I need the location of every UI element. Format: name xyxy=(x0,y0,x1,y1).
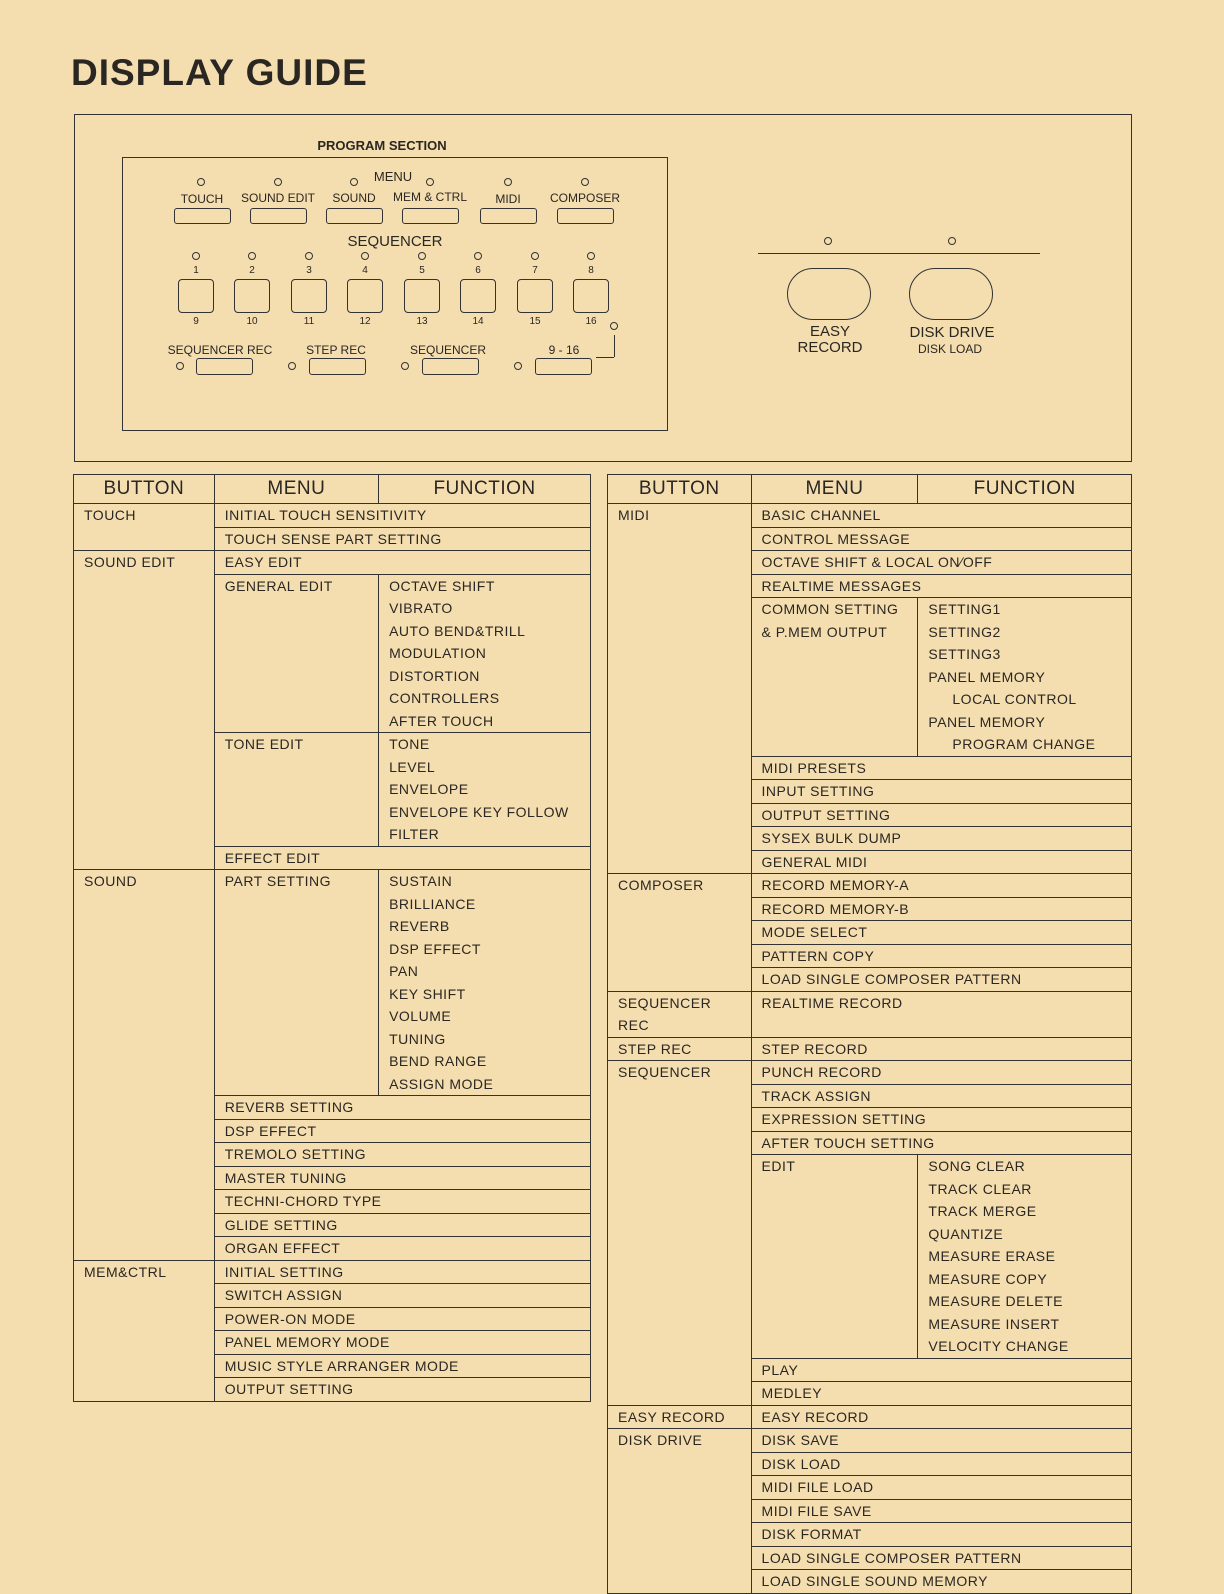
function-item: TRACK CLEAR xyxy=(928,1180,1032,1197)
track-button-2[interactable] xyxy=(234,279,270,313)
control-led xyxy=(514,362,522,370)
function-item: PAN xyxy=(389,963,419,979)
table-row xyxy=(608,1429,1132,1453)
button-cell: COMPOSER xyxy=(608,874,752,992)
track-button-7[interactable] xyxy=(517,279,553,313)
control-button-1[interactable] xyxy=(196,358,253,375)
track-number-top: 3 xyxy=(306,265,312,276)
menu-led xyxy=(274,178,282,186)
function-item: MEASURE INSERT xyxy=(928,1315,1060,1332)
menu-cell: PANEL MEMORY MODE xyxy=(214,1331,590,1355)
function-item: PANEL MEMORY xyxy=(928,668,1046,685)
menu-cell: MEDLEY xyxy=(751,1382,1131,1406)
function-item: SETTING1 xyxy=(928,601,1001,617)
track-number-top: 5 xyxy=(419,265,425,276)
led-indicator xyxy=(610,322,618,330)
divider-line xyxy=(758,253,1040,254)
table-row xyxy=(74,551,591,575)
left-guide-table xyxy=(73,474,591,1402)
table-header-row xyxy=(608,475,1132,504)
easy-record-button[interactable] xyxy=(787,268,871,320)
track-led xyxy=(192,252,200,260)
table-row xyxy=(608,1037,1132,1061)
function-item: OCTAVE SHIFT xyxy=(389,577,495,594)
function-item: BRILLIANCE xyxy=(389,895,476,912)
function-item: BEND RANGE xyxy=(389,1053,487,1069)
function-item: TUNING xyxy=(389,1030,446,1047)
function-item: TRACK MERGE xyxy=(928,1203,1037,1219)
menu-cell: MIDI PRESETS xyxy=(751,756,1131,780)
menu-cell: SYSEX BULK DUMP xyxy=(751,827,1131,851)
function-item: AUTO BEND&TRILL xyxy=(389,622,526,639)
menu-cell: LOAD SINGLE COMPOSER PATTERN xyxy=(751,1546,1131,1570)
function-item: COMMON SETTING xyxy=(761,601,899,617)
header-menu: MENU xyxy=(214,475,378,504)
track-led xyxy=(587,252,595,260)
track-button-4[interactable] xyxy=(347,279,383,313)
menu-label: MENU xyxy=(373,169,413,184)
track-number-bottom: 10 xyxy=(246,316,258,327)
program-section-label: PROGRAM SECTION xyxy=(317,138,447,153)
function-item: ENVELOPE KEY FOLLOW xyxy=(389,803,569,820)
menu-cell: MUSIC STYLE ARRANGER MODE xyxy=(214,1354,590,1378)
control-button-3[interactable] xyxy=(422,358,479,375)
function-item: AFTER TOUCH xyxy=(389,712,494,729)
menu-cell: OCTAVE SHIFT & LOCAL ON∕OFF xyxy=(751,551,1131,575)
menu-cell: PLAY xyxy=(751,1358,1131,1382)
function-item: MEASURE COPY xyxy=(928,1270,1048,1287)
track-number-bottom: 9 xyxy=(193,316,199,327)
easy-record-led xyxy=(824,237,832,245)
menu-cell: EFFECT EDIT xyxy=(214,846,590,870)
menu-button-5[interactable] xyxy=(480,208,537,224)
function-item: LEVEL xyxy=(389,758,436,775)
track-led xyxy=(305,252,313,260)
menu-cell: GENERAL EDIT xyxy=(214,574,378,733)
function-item: QUANTIZE xyxy=(928,1225,1004,1242)
menu-cell: TREMOLO SETTING xyxy=(214,1143,590,1167)
button-cell: SOUND EDIT xyxy=(74,551,215,870)
function-item: ASSIGN MODE xyxy=(389,1075,494,1092)
track-button-3[interactable] xyxy=(291,279,327,313)
button-cell: TOUCH xyxy=(74,504,215,551)
table-row xyxy=(608,1061,1132,1085)
track-number-top: 7 xyxy=(532,265,538,276)
menu-cell: ORGAN EFFECT xyxy=(214,1237,590,1261)
menu-button-3[interactable] xyxy=(326,208,383,224)
control-led xyxy=(401,362,409,370)
button-cell: MIDI xyxy=(608,504,752,874)
menu-led xyxy=(581,178,589,186)
menu-cell: TONE EDIT xyxy=(214,733,378,847)
track-led xyxy=(418,252,426,260)
right-guide-table xyxy=(607,474,1132,1594)
track-number-bottom: 13 xyxy=(416,316,428,327)
track-number-bottom: 12 xyxy=(359,316,371,327)
table-row xyxy=(74,504,591,528)
function-item: & P.MEM OUTPUT xyxy=(761,623,888,640)
function-item: TONE xyxy=(389,736,430,752)
function-list xyxy=(379,574,591,733)
menu-cell: EASY RECORD xyxy=(751,1405,1131,1429)
header-button: BUTTON xyxy=(74,475,215,504)
button-cell: EASY RECORD xyxy=(608,1405,752,1429)
button-cell: MEM&CTRL xyxy=(74,1260,215,1401)
menu-led xyxy=(504,178,512,186)
button-cell: SEQUENCER xyxy=(608,1061,752,1406)
track-led xyxy=(361,252,369,260)
function-item: KEY SHIFT xyxy=(389,985,466,1002)
function-item: PANEL MEMORY xyxy=(928,713,1046,730)
disk-load-label: DISK LOAD xyxy=(917,342,983,356)
control-button-4[interactable] xyxy=(535,358,592,375)
table-row xyxy=(608,874,1132,898)
track-led xyxy=(531,252,539,260)
function-item: MODULATION xyxy=(389,645,487,661)
header-function: FUNCTION xyxy=(918,475,1132,504)
control-button-label: SEQUENCER REC xyxy=(167,343,273,357)
menu-button-label: SOUND xyxy=(332,191,376,205)
menu-cell: DISK FORMAT xyxy=(751,1523,1131,1547)
menu-cell: DSP EFFECT xyxy=(214,1119,590,1143)
menu-button-label: COMPOSER xyxy=(549,191,621,205)
menu-cell xyxy=(751,598,918,757)
menu-cell: MASTER TUNING xyxy=(214,1166,590,1190)
menu-cell: SWITCH ASSIGN xyxy=(214,1284,590,1308)
control-led xyxy=(176,362,184,370)
menu-cell: TECHNI-CHORD TYPE xyxy=(214,1190,590,1214)
menu-cell: GENERAL MIDI xyxy=(751,850,1131,874)
menu-cell: PATTERN COPY xyxy=(751,944,1131,968)
menu-button-6[interactable] xyxy=(557,208,614,224)
table-row xyxy=(608,1405,1132,1429)
function-item: PROGRAM CHANGE xyxy=(952,736,1096,752)
function-item: DISTORTION xyxy=(389,667,480,684)
function-item: LOCAL CONTROL xyxy=(952,691,1077,707)
table-row xyxy=(608,504,1132,528)
function-item: VOLUME xyxy=(389,1008,452,1024)
menu-led xyxy=(197,178,205,186)
header-button: BUTTON xyxy=(608,475,752,504)
button-cell: SOUND xyxy=(74,870,215,1261)
table-row xyxy=(608,991,1132,1037)
menu-cell: RECORD MEMORY-B xyxy=(751,897,1131,921)
track-button-6[interactable] xyxy=(460,279,496,313)
header-menu: MENU xyxy=(751,475,918,504)
button-cell: DISK DRIVE xyxy=(608,1429,752,1594)
menu-cell: REVERB SETTING xyxy=(214,1096,590,1120)
page-title: DISPLAY GUIDE xyxy=(71,52,368,93)
control-button-label: STEP REC xyxy=(306,343,366,357)
disk-drive-led xyxy=(948,237,956,245)
menu-button-4[interactable] xyxy=(402,208,459,224)
menu-cell: OUTPUT SETTING xyxy=(214,1378,590,1402)
function-item: SUSTAIN xyxy=(389,873,453,889)
function-item: VIBRATO xyxy=(389,600,453,616)
menu-cell: REALTIME RECORD xyxy=(751,991,1131,1037)
menu-cell: TOUCH SENSE PART SETTING xyxy=(214,527,590,551)
function-item: MEASURE DELETE xyxy=(928,1293,1063,1309)
function-list xyxy=(379,870,591,1096)
track-led xyxy=(248,252,256,260)
menu-led xyxy=(426,178,434,186)
control-led xyxy=(288,362,296,370)
menu-button-2[interactable] xyxy=(250,208,307,224)
menu-button-1[interactable] xyxy=(174,208,231,224)
function-item: VELOCITY CHANGE xyxy=(928,1338,1069,1354)
menu-button-label: SOUND EDIT xyxy=(240,191,316,205)
menu-cell: AFTER TOUCH SETTING xyxy=(751,1131,1131,1155)
disk-drive-label: DISK DRIVE xyxy=(909,324,995,341)
menu-cell: LOAD SINGLE SOUND MEMORY xyxy=(751,1570,1131,1594)
track-number-top: 8 xyxy=(588,265,594,276)
header-function: FUNCTION xyxy=(379,475,591,504)
menu-cell: MIDI FILE LOAD xyxy=(751,1476,1131,1500)
track-button-8[interactable] xyxy=(573,279,609,313)
track-number-bottom: 11 xyxy=(303,316,315,327)
menu-led xyxy=(350,178,358,186)
menu-cell: EXPRESSION SETTING xyxy=(751,1108,1131,1132)
menu-cell: MIDI FILE SAVE xyxy=(751,1499,1131,1523)
button-cell: STEP REC xyxy=(608,1037,752,1061)
function-item: MEASURE ERASE xyxy=(928,1248,1056,1264)
menu-cell: STEP RECORD xyxy=(751,1037,1131,1061)
menu-cell: POWER-ON MODE xyxy=(214,1307,590,1331)
menu-cell: TRACK ASSIGN xyxy=(751,1084,1131,1108)
disk-drive-button[interactable] xyxy=(909,268,993,320)
menu-cell: LOAD SINGLE COMPOSER PATTERN xyxy=(751,968,1131,992)
menu-cell: INITIAL TOUCH SENSITIVITY xyxy=(214,504,590,528)
track-number-top: 4 xyxy=(362,265,368,276)
track-number-bottom: 14 xyxy=(472,316,484,327)
track-number-top: 2 xyxy=(249,265,255,276)
menu-button-label: TOUCH xyxy=(180,192,224,206)
menu-cell: REALTIME MESSAGES xyxy=(751,574,1131,598)
menu-cell: INITIAL SETTING xyxy=(214,1260,590,1284)
track-number-bottom: 16 xyxy=(585,316,597,327)
function-list xyxy=(918,598,1132,757)
function-item: SETTING3 xyxy=(928,646,1001,662)
menu-cell: BASIC CHANNEL xyxy=(751,504,1131,528)
function-list xyxy=(918,1155,1132,1359)
function-item: ENVELOPE xyxy=(389,781,469,797)
track-button-5[interactable] xyxy=(404,279,440,313)
menu-cell: CONTROL MESSAGE xyxy=(751,527,1131,551)
button-cell: SEQUENCER REC xyxy=(608,991,752,1037)
menu-cell: MODE SELECT xyxy=(751,921,1131,945)
track-number-bottom: 15 xyxy=(529,316,541,327)
menu-cell: EASY EDIT xyxy=(214,551,590,575)
menu-cell: GLIDE SETTING xyxy=(214,1213,590,1237)
track-led xyxy=(474,252,482,260)
track-number-top: 6 xyxy=(475,265,481,276)
table-row xyxy=(74,1260,591,1284)
track-button-1[interactable] xyxy=(178,279,214,313)
menu-cell: PUNCH RECORD xyxy=(751,1061,1131,1085)
sequencer-label: SEQUENCER xyxy=(347,233,443,250)
function-item: FILTER xyxy=(389,826,440,842)
bracket-line xyxy=(596,357,614,358)
function-item: DSP EFFECT xyxy=(389,940,481,957)
menu-button-label: MIDI xyxy=(495,192,521,206)
menu-cell: DISK LOAD xyxy=(751,1452,1131,1476)
menu-cell: OUTPUT SETTING xyxy=(751,803,1131,827)
table-header-row xyxy=(74,475,591,504)
control-button-label: SEQUENCER xyxy=(409,343,487,357)
track-number-top: 1 xyxy=(193,265,199,276)
table-row xyxy=(74,870,591,1096)
menu-button-label: MEM & CTRL xyxy=(392,190,468,204)
function-item: REVERB xyxy=(389,918,450,934)
function-list xyxy=(379,733,591,847)
function-item: SONG CLEAR xyxy=(928,1158,1026,1174)
menu-cell: EDIT xyxy=(751,1155,918,1359)
menu-cell: PART SETTING xyxy=(214,870,378,1096)
easy-record-label: EASY RECORD xyxy=(797,323,863,356)
menu-cell: RECORD MEMORY-A xyxy=(751,874,1131,898)
function-item: SETTING2 xyxy=(928,623,1001,640)
menu-cell: DISK SAVE xyxy=(751,1429,1131,1453)
function-item: CONTROLLERS xyxy=(389,690,500,706)
bracket-line xyxy=(614,335,615,357)
control-button-2[interactable] xyxy=(309,358,366,375)
menu-cell: INPUT SETTING xyxy=(751,780,1131,804)
control-button-label: 9 - 16 xyxy=(548,343,580,357)
